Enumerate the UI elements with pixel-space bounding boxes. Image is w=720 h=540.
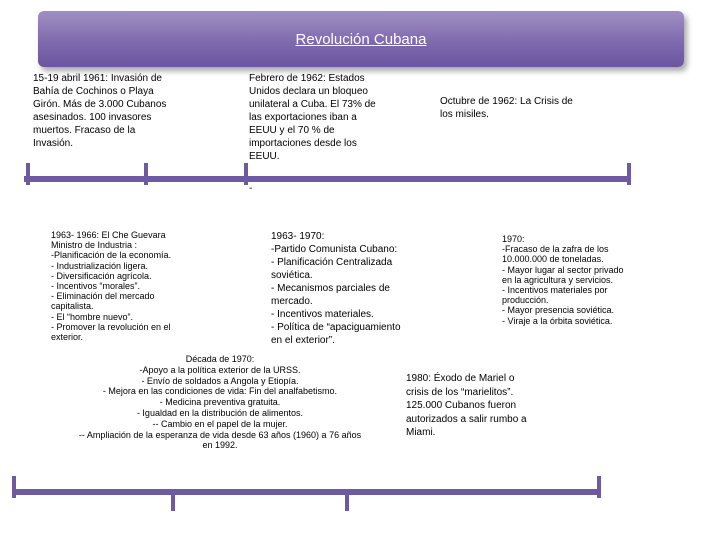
timeline-1	[24, 176, 630, 182]
event-line: importaciones desde los	[249, 138, 357, 149]
event-line: 1963- 1966: El Che Guevara	[51, 230, 166, 240]
event-line: muertos. Fracaso de la	[33, 125, 136, 136]
event-bahia-cochinos	[33, 72, 213, 98]
event-line: - El “hombre nuevo”.	[51, 311, 134, 322]
event-line: - Mejora en las condiciones de vida: Fin del analfabetismo.	[102, 386, 338, 397]
event-bahia-cochinos-body	[33, 98, 213, 150]
event-line: -- Ampliación de la esperanza de vida desde 63 años (1960) a 76 años	[78, 429, 362, 440]
event-line: - Mayor presencia soviética.	[502, 305, 615, 316]
event-line: - Diversificación agrícola.	[51, 270, 152, 281]
event-line: -Apoyo a la política exterior de la URSS.	[139, 364, 301, 375]
event-che-guevara	[51, 230, 211, 342]
event-line: asesinados. 100 invasores	[33, 112, 152, 123]
event-line: en el exterior”.	[271, 335, 335, 346]
event-line: 125.000 Cubanos fueron	[406, 400, 517, 411]
event-line: en la agricultura y servicios.	[502, 274, 614, 285]
event-line: unilateral a Cuba. El 73% de	[249, 99, 376, 110]
timeline-1-cap-right	[627, 163, 631, 185]
event-partido-comunista	[271, 230, 441, 347]
event-line: -- Cambio en el papel de la mujer.	[152, 418, 288, 429]
event-line: Bahía de Cochinos o Playa	[33, 86, 154, 97]
event-line: - Mecanismos parciales de	[271, 283, 390, 294]
event-line: 1963- 1970:	[271, 231, 325, 242]
event-line: - Mayor lugar al sector privado	[502, 264, 624, 275]
event-line: - Industrialización ligera.	[51, 260, 149, 271]
event-line: los misiles.	[440, 109, 489, 120]
event-line: crisis de los “marielitos”.	[406, 386, 514, 398]
title-banner	[38, 11, 684, 67]
event-line: Década de 1970:	[185, 354, 255, 364]
event-line: -Planificación de la economía.	[51, 250, 172, 261]
event-line: 10.000.000 de toneladas.	[502, 254, 604, 265]
event-line: mercado.	[271, 296, 313, 307]
event-line: EEUU.	[249, 151, 280, 162]
event-line: Girón. Más de 3.000 Cubanos	[33, 99, 167, 110]
event-line: - Igualdad en la distribución de alimentos.	[136, 407, 304, 418]
event-line: - Eliminación del mercado	[51, 291, 155, 302]
event-line: Octubre de 1962: La Crisis de	[440, 96, 573, 107]
event-line: - Viraje a la órbita soviética.	[502, 315, 613, 326]
event-line: -Fracaso de la zafra de los	[502, 244, 609, 255]
event-line: - Envío de soldados a Angola y Etiopía.	[141, 375, 299, 386]
event-line: Invasión.	[33, 138, 74, 149]
event-line: Febrero de 1962: Estados	[249, 73, 365, 84]
event-line: producción.	[502, 295, 549, 306]
event-line: - Medicina preventiva gratuita.	[159, 397, 281, 408]
event-line: 1970:	[502, 234, 525, 244]
event-line: -Partido Comunista Cubano:	[271, 244, 398, 255]
event-line: 1980: Éxodo de Mariel o	[406, 373, 515, 384]
event-line: autorizados a salir rumbo a	[406, 413, 527, 425]
event-line: en 1992.	[202, 440, 238, 451]
event-line: - Incentivos “morales”.	[51, 281, 141, 292]
event-line: las exportaciones iban a	[249, 112, 357, 123]
event-mariel	[406, 372, 576, 440]
event-bloqueo	[249, 72, 409, 163]
timeline-2-tick-1	[171, 489, 175, 511]
timeline-1-cap-left	[26, 163, 30, 185]
event-line: exterior.	[51, 332, 84, 343]
event-line: Ministro de Industria :	[51, 240, 138, 251]
event-line: EEUU y el 70 % de	[249, 125, 335, 136]
event-line: Miami.	[406, 427, 436, 438]
timeline-2-cap-left	[12, 476, 16, 498]
event-line: capitalista.	[51, 301, 94, 312]
timeline-2-cap-right	[597, 476, 601, 498]
event-crisis-misiles	[440, 95, 610, 121]
event-line: - Planificación Centralizada	[271, 257, 393, 268]
dash-marker: -	[249, 183, 253, 194]
timeline-1-tick-1	[144, 163, 148, 185]
timeline-1-tick-2	[244, 163, 248, 185]
event-line: - Política de “apaciguamiento	[271, 322, 401, 333]
page-title: Revolución Cubana	[295, 31, 427, 48]
event-line: - Incentivos materiales por	[502, 285, 608, 296]
timeline-2-tick-2	[345, 489, 349, 511]
event-line: 15-19 abril 1961: Invasión de	[33, 73, 162, 84]
event-line: - Incentivos materiales.	[271, 309, 374, 320]
timeline-2	[12, 489, 600, 495]
event-line: - Promover la revolución en el	[51, 321, 171, 332]
event-line: soviética.	[271, 270, 313, 281]
event-line: Unidos declara un bloqueo	[249, 86, 368, 97]
event-decada-1970	[50, 354, 390, 451]
event-1970	[502, 234, 672, 326]
